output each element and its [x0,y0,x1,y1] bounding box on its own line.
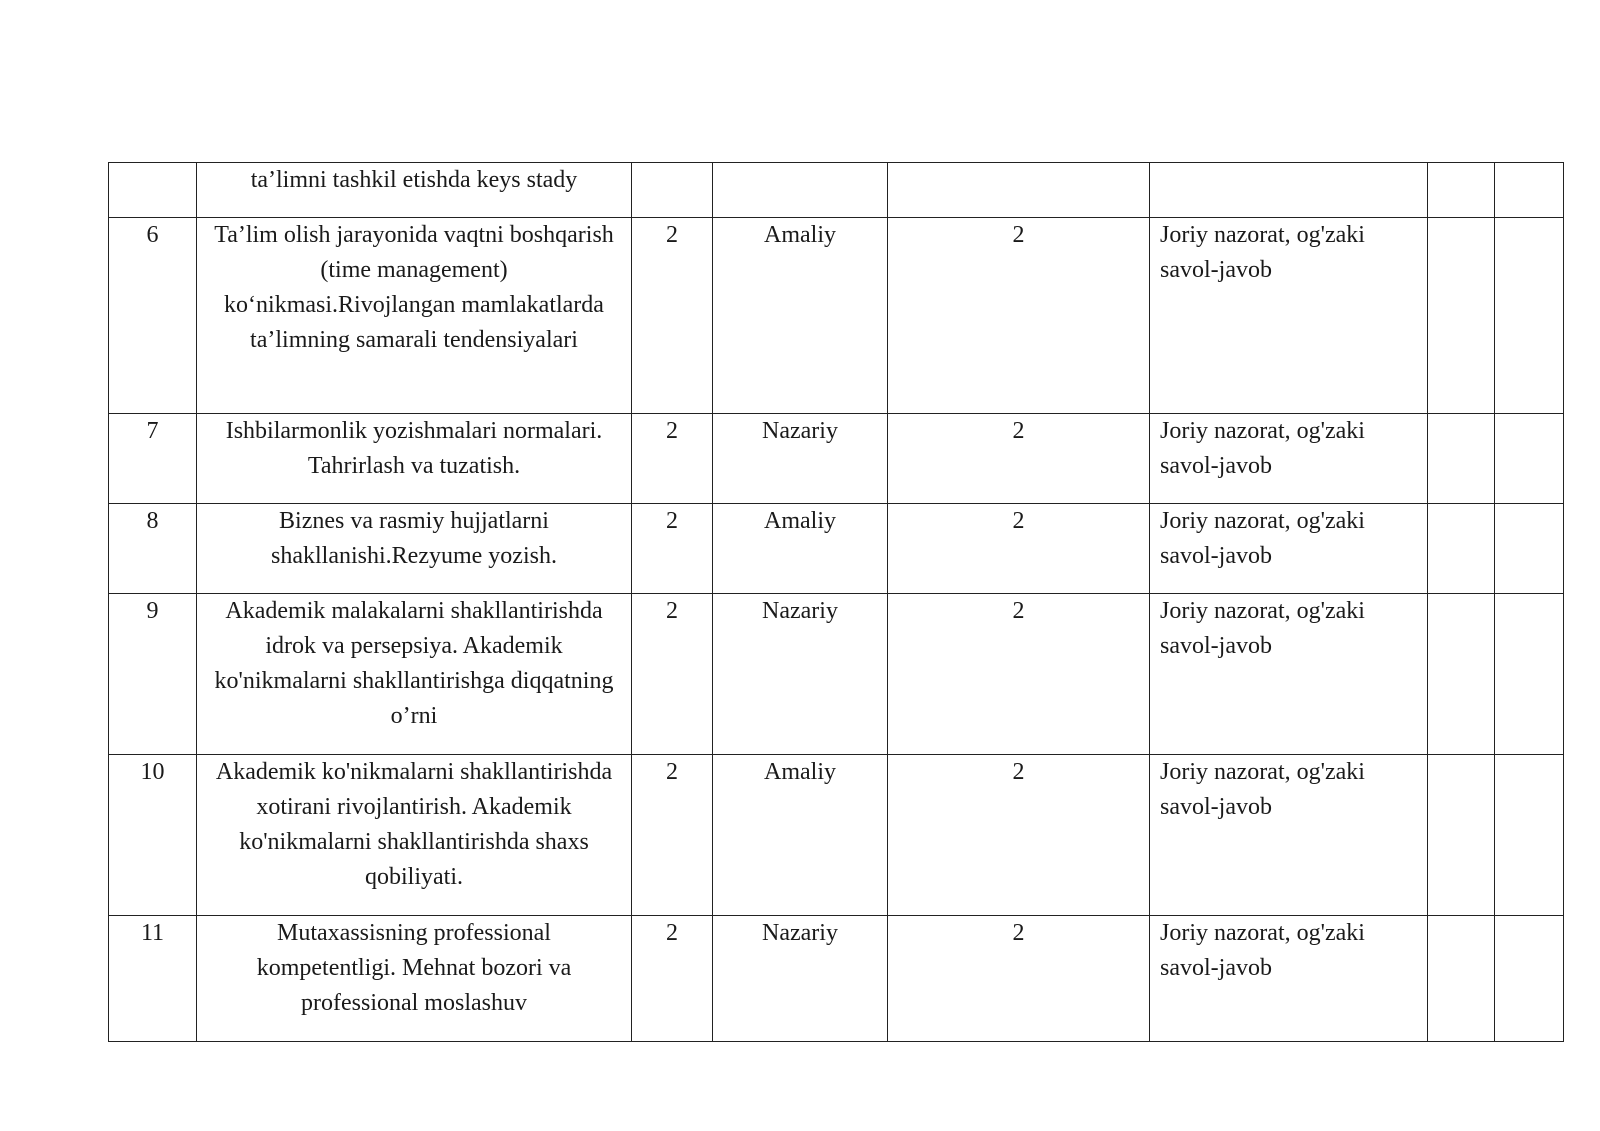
lesson-hours-cell: 2 [632,755,713,916]
lesson-hours-cell: 2 [632,594,713,755]
extra-cell-2 [1495,916,1564,1042]
assessment-cell: Joriy nazorat, og'zaki savol-javob [1150,594,1428,755]
table-row [109,594,1564,755]
assessment-cell: Joriy nazorat, og'zaki savol-javob [1150,218,1428,414]
extra-cell-2 [1495,218,1564,414]
independent-hours-cell: 2 [888,755,1150,916]
assessment-cell: Joriy nazorat, og'zaki savol-javob [1150,504,1428,594]
lesson-number-cell: 6 [109,218,197,414]
extra-cell-1 [1428,755,1495,916]
table-row [109,163,1564,218]
lesson-type-cell: Nazariy [713,594,888,755]
curriculum-table [108,162,1564,1042]
lesson-topic-cell: Biznes va rasmiy hujjatlarni shakllanishi.Rezyume yozish. [197,504,632,594]
table-row [109,916,1564,1042]
extra-cell-1 [1428,594,1495,755]
lesson-hours-cell: 2 [632,916,713,1042]
extra-cell-2 [1495,163,1564,218]
extra-cell-1 [1428,163,1495,218]
lesson-topic-cell: ta’limni tashkil etishda keys stady [197,163,632,218]
table-row [109,218,1564,414]
independent-hours-cell: 2 [888,504,1150,594]
lesson-type-cell: Amaliy [713,218,888,414]
lesson-topic-cell: Akademik malakalarni shakllantirishda idrok va persepsiya. Akademik ko'nikmalarni shakllantirishga diqqatning o’rni [197,594,632,755]
assessment-cell: Joriy nazorat, og'zaki savol-javob [1150,414,1428,504]
extra-cell-1 [1428,916,1495,1042]
independent-hours-cell: 2 [888,916,1150,1042]
independent-hours-cell: 2 [888,594,1150,755]
lesson-hours-cell: 2 [632,414,713,504]
lesson-topic-cell: Akademik ko'nikmalarni shakllantirishda xotirani rivojlantirish. Akademik ko'nikmalarni shakllantirishda shaxs qobiliyati. [197,755,632,916]
lesson-hours-cell: 2 [632,504,713,594]
extra-cell-1 [1428,504,1495,594]
extra-cell-1 [1428,218,1495,414]
lesson-number-cell: 10 [109,755,197,916]
extra-cell-1 [1428,414,1495,504]
lesson-number-cell: 8 [109,504,197,594]
lesson-type-cell: Nazariy [713,414,888,504]
independent-hours-cell: 2 [888,218,1150,414]
extra-cell-2 [1495,414,1564,504]
lesson-type-cell [713,163,888,218]
lesson-type-cell: Amaliy [713,755,888,916]
lesson-hours-cell: 2 [632,218,713,414]
table-row [109,414,1564,504]
lesson-number-cell [109,163,197,218]
lesson-number-cell: 11 [109,916,197,1042]
assessment-cell: Joriy nazorat, og'zaki savol-javob [1150,755,1428,916]
independent-hours-cell [888,163,1150,218]
table-row [109,755,1564,916]
lesson-type-cell: Nazariy [713,916,888,1042]
extra-cell-2 [1495,594,1564,755]
lesson-number-cell: 9 [109,594,197,755]
lesson-topic-cell: Ishbilarmonlik yozishmalari normalari. Tahrirlash va tuzatish. [197,414,632,504]
table-row [109,504,1564,594]
extra-cell-2 [1495,504,1564,594]
lesson-topic-cell: Mutaxassisning professional kompetentligi. Mehnat bozori va professional moslashuv [197,916,632,1042]
independent-hours-cell: 2 [888,414,1150,504]
lesson-type-cell: Amaliy [713,504,888,594]
assessment-cell: Joriy nazorat, og'zaki savol-javob [1150,916,1428,1042]
extra-cell-2 [1495,755,1564,916]
lesson-topic-cell: Ta’lim olish jarayonida vaqtni boshqarish (time management) ko‘nikmasi.Rivojlangan mamlakatlarda ta’limning samarali tendensiyalari [197,218,632,414]
lesson-number-cell: 7 [109,414,197,504]
assessment-cell [1150,163,1428,218]
lesson-hours-cell [632,163,713,218]
